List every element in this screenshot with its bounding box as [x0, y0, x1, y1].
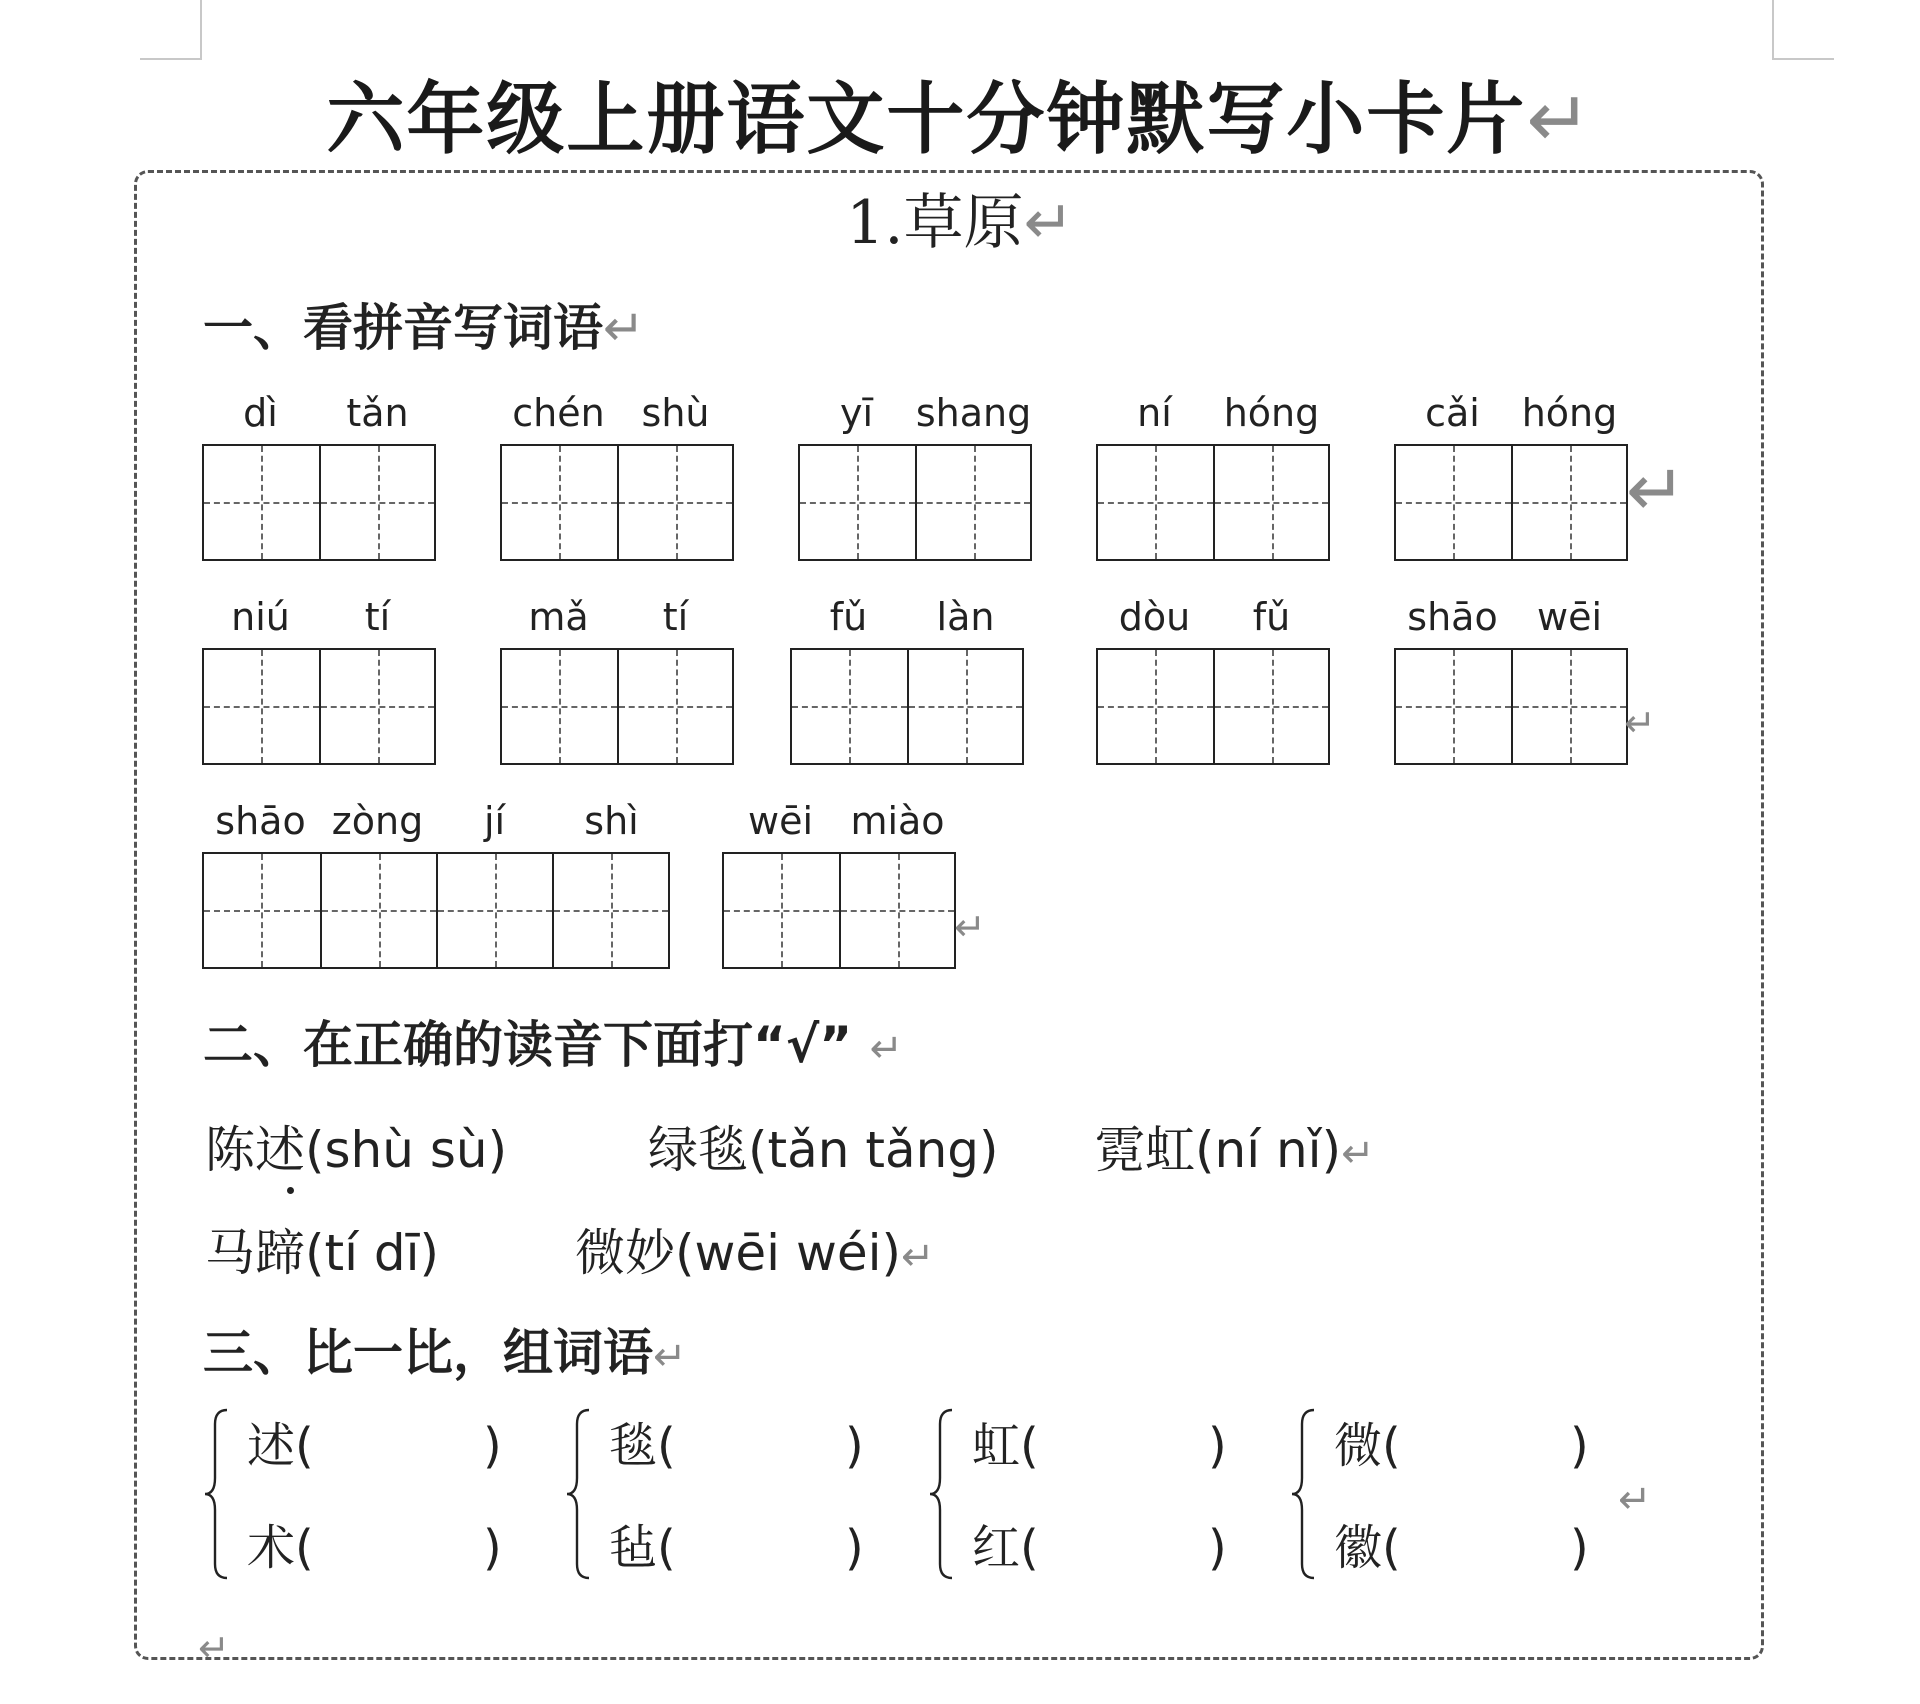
section2-heading-text: 二、在正确的读音下面打“√”: [203, 1016, 853, 1074]
lesson-title-text: 1.草原: [846, 188, 1024, 258]
tianzige-cell[interactable]: [319, 650, 434, 763]
pinyin-label: tí: [364, 595, 391, 639]
tianzige-cell[interactable]: [724, 854, 839, 967]
tianzige-cell[interactable]: [1511, 446, 1626, 559]
target-word-text: 微妙: [575, 1224, 675, 1282]
compare-char-top: 虹(: [972, 1418, 1039, 1474]
tianzige-cell[interactable]: [502, 446, 617, 559]
tianzige-boxes[interactable]: [202, 852, 670, 969]
crop-mark-right: [1772, 0, 1834, 60]
word-group: [202, 592, 436, 767]
pinyin-label: chén: [512, 391, 605, 435]
pronunciation-options[interactable]: (wēi wéi): [675, 1224, 902, 1282]
left-brace: [203, 1408, 233, 1580]
pinyin-label: hóng: [1521, 391, 1618, 435]
tianzige-boxes[interactable]: [1096, 648, 1330, 765]
return-mark-icon: ↵: [603, 299, 645, 357]
tianzige-boxes[interactable]: [1394, 444, 1628, 561]
tianzige-cell[interactable]: [907, 650, 1022, 763]
tianzige-cell[interactable]: [1511, 650, 1626, 763]
section1-heading-text: 一、看拼音写词语: [203, 299, 603, 357]
close-paren: ): [1208, 1520, 1227, 1576]
pronunciation-options[interactable]: (shù sù): [305, 1121, 508, 1179]
return-mark-icon: ↵: [954, 905, 986, 949]
tianzige-cell[interactable]: [915, 446, 1030, 559]
tianzige-cell[interactable]: [800, 446, 915, 559]
pronunciation-item: [205, 1218, 439, 1288]
pinyin-label: zòng: [331, 799, 424, 843]
tianzige-cell[interactable]: [552, 854, 668, 967]
return-mark-icon: ↵: [1526, 75, 1594, 165]
compare-char-bottom: 毡(: [609, 1520, 676, 1576]
return-mark-icon: ↵: [1341, 1131, 1375, 1177]
target-word-text: 马蹄: [205, 1224, 305, 1282]
word-group: [722, 796, 956, 971]
pronunciation-options[interactable]: (tǎn tǎng): [748, 1121, 999, 1179]
return-mark-icon: ↵: [198, 1626, 230, 1670]
compare-char-bottom: 红(: [972, 1520, 1039, 1576]
pinyin-label: niú: [231, 595, 290, 639]
tianzige-cell[interactable]: [617, 446, 732, 559]
tianzige-cell[interactable]: [1396, 446, 1511, 559]
pronunciation-item: [575, 1218, 935, 1292]
tianzige-boxes[interactable]: [500, 444, 734, 561]
compare-char-bottom: 术(: [247, 1520, 314, 1576]
tianzige-boxes[interactable]: [202, 648, 436, 765]
word-group: [500, 388, 734, 563]
pinyin-label: shāo: [1407, 595, 1498, 639]
tianzige-cell[interactable]: [204, 650, 319, 763]
section2-heading: [203, 1010, 903, 1084]
close-paren: ): [483, 1418, 502, 1474]
target-word-text: 霓虹: [1095, 1121, 1195, 1179]
word-group: [202, 796, 670, 971]
return-mark-icon: ↵: [901, 1234, 935, 1280]
close-paren: ): [845, 1418, 864, 1474]
tianzige-boxes[interactable]: [1096, 444, 1330, 561]
compare-pair: [1290, 1408, 1630, 1588]
tianzige-cell[interactable]: [320, 854, 436, 967]
tianzige-boxes[interactable]: [202, 444, 436, 561]
word-group: [1096, 388, 1330, 563]
return-mark-icon: ↵: [869, 1026, 904, 1072]
return-mark-icon: ↵: [653, 1334, 687, 1380]
tianzige-cell[interactable]: [1098, 446, 1213, 559]
pinyin-label: fǔ: [829, 595, 868, 639]
target-word-text: 绿毯: [648, 1121, 748, 1179]
section1-heading: [203, 293, 645, 363]
pinyin-label: shù: [641, 391, 710, 435]
close-paren: ): [1570, 1520, 1589, 1576]
return-mark-icon: ↵: [1023, 188, 1074, 258]
lesson-title: [0, 178, 1920, 268]
tianzige-cell[interactable]: [617, 650, 732, 763]
pinyin-label: yī: [839, 391, 874, 435]
return-mark-icon: ↵: [1624, 701, 1656, 745]
left-brace: [565, 1408, 595, 1580]
word-group: [1394, 592, 1628, 767]
return-mark-icon: ↵: [1626, 448, 1687, 532]
close-paren: ): [1208, 1418, 1227, 1474]
word-group: [798, 388, 1032, 563]
pronunciation-options[interactable]: (ní nǐ): [1195, 1121, 1342, 1179]
pinyin-label: miào: [850, 799, 945, 843]
compare-pair: [928, 1408, 1268, 1588]
target-word-text: 陈述: [205, 1121, 305, 1179]
pronunciation-options[interactable]: (tí dī): [305, 1224, 440, 1282]
page-title-text: 六年级上册语文十分钟默写小卡片: [326, 74, 1527, 165]
word-group: [500, 592, 734, 767]
pinyin-label: dòu: [1118, 595, 1191, 639]
word-group: [790, 592, 1024, 767]
tianzige-cell[interactable]: [436, 854, 552, 967]
pinyin-label: shāo: [215, 799, 306, 843]
compare-char-top: 毯(: [609, 1418, 676, 1474]
left-brace: [928, 1408, 958, 1580]
pinyin-label: tí: [662, 595, 689, 639]
tianzige-cell[interactable]: [792, 650, 907, 763]
close-paren: ): [845, 1520, 864, 1576]
pinyin-label: shì: [584, 799, 639, 843]
section3-heading-text: 三、比一比，组词语: [203, 1324, 653, 1382]
compare-char-top: 微(: [1334, 1418, 1401, 1474]
target-word: [205, 1121, 305, 1179]
tianzige-cell[interactable]: [839, 854, 954, 967]
pronunciation-item: [205, 1115, 507, 1185]
tianzige-cell[interactable]: [1213, 446, 1328, 559]
crop-mark-left: [140, 0, 202, 60]
left-brace: [1290, 1408, 1320, 1580]
pinyin-label: fǔ: [1252, 595, 1291, 639]
compare-char-top: 述(: [247, 1418, 314, 1474]
tianzige-boxes[interactable]: [1394, 648, 1628, 765]
close-paren: ): [1570, 1418, 1589, 1474]
pinyin-label: tǎn: [346, 391, 409, 435]
pinyin-label: ní: [1137, 391, 1172, 435]
emphasis-dot: [287, 1187, 294, 1194]
pronunciation-item: [1095, 1115, 1375, 1189]
word-group: [1394, 388, 1628, 563]
section3-heading: [203, 1318, 687, 1392]
compare-char-bottom: 徽(: [1334, 1520, 1401, 1576]
pinyin-label: mǎ: [528, 595, 589, 639]
tianzige-cell[interactable]: [319, 446, 434, 559]
tianzige-boxes[interactable]: [798, 444, 1032, 561]
compare-pair: [203, 1408, 543, 1588]
tianzige-cell[interactable]: [204, 854, 320, 967]
close-paren: ): [483, 1520, 502, 1576]
word-group: [202, 388, 436, 563]
return-mark-icon: ↵: [1618, 1477, 1652, 1523]
page-title: [0, 70, 1920, 170]
pinyin-label: wēi: [1536, 595, 1602, 639]
word-group: [1096, 592, 1330, 767]
tianzige-cell[interactable]: [1213, 650, 1328, 763]
tianzige-cell[interactable]: [502, 650, 617, 763]
pinyin-label: jí: [483, 799, 506, 843]
pinyin-label: làn: [936, 595, 995, 639]
tianzige-boxes[interactable]: [722, 852, 956, 969]
tianzige-cell[interactable]: [1396, 650, 1511, 763]
pinyin-label: dì: [243, 391, 278, 435]
tianzige-boxes[interactable]: [790, 648, 1024, 765]
pinyin-label: wēi: [747, 799, 813, 843]
pinyin-label: hóng: [1223, 391, 1320, 435]
pinyin-label: shang: [915, 391, 1032, 435]
tianzige-cell[interactable]: [204, 446, 319, 559]
pronunciation-item: [648, 1115, 999, 1185]
tianzige-boxes[interactable]: [500, 648, 734, 765]
tianzige-cell[interactable]: [1098, 650, 1213, 763]
compare-pair: [565, 1408, 905, 1588]
pinyin-label: cǎi: [1425, 391, 1480, 435]
